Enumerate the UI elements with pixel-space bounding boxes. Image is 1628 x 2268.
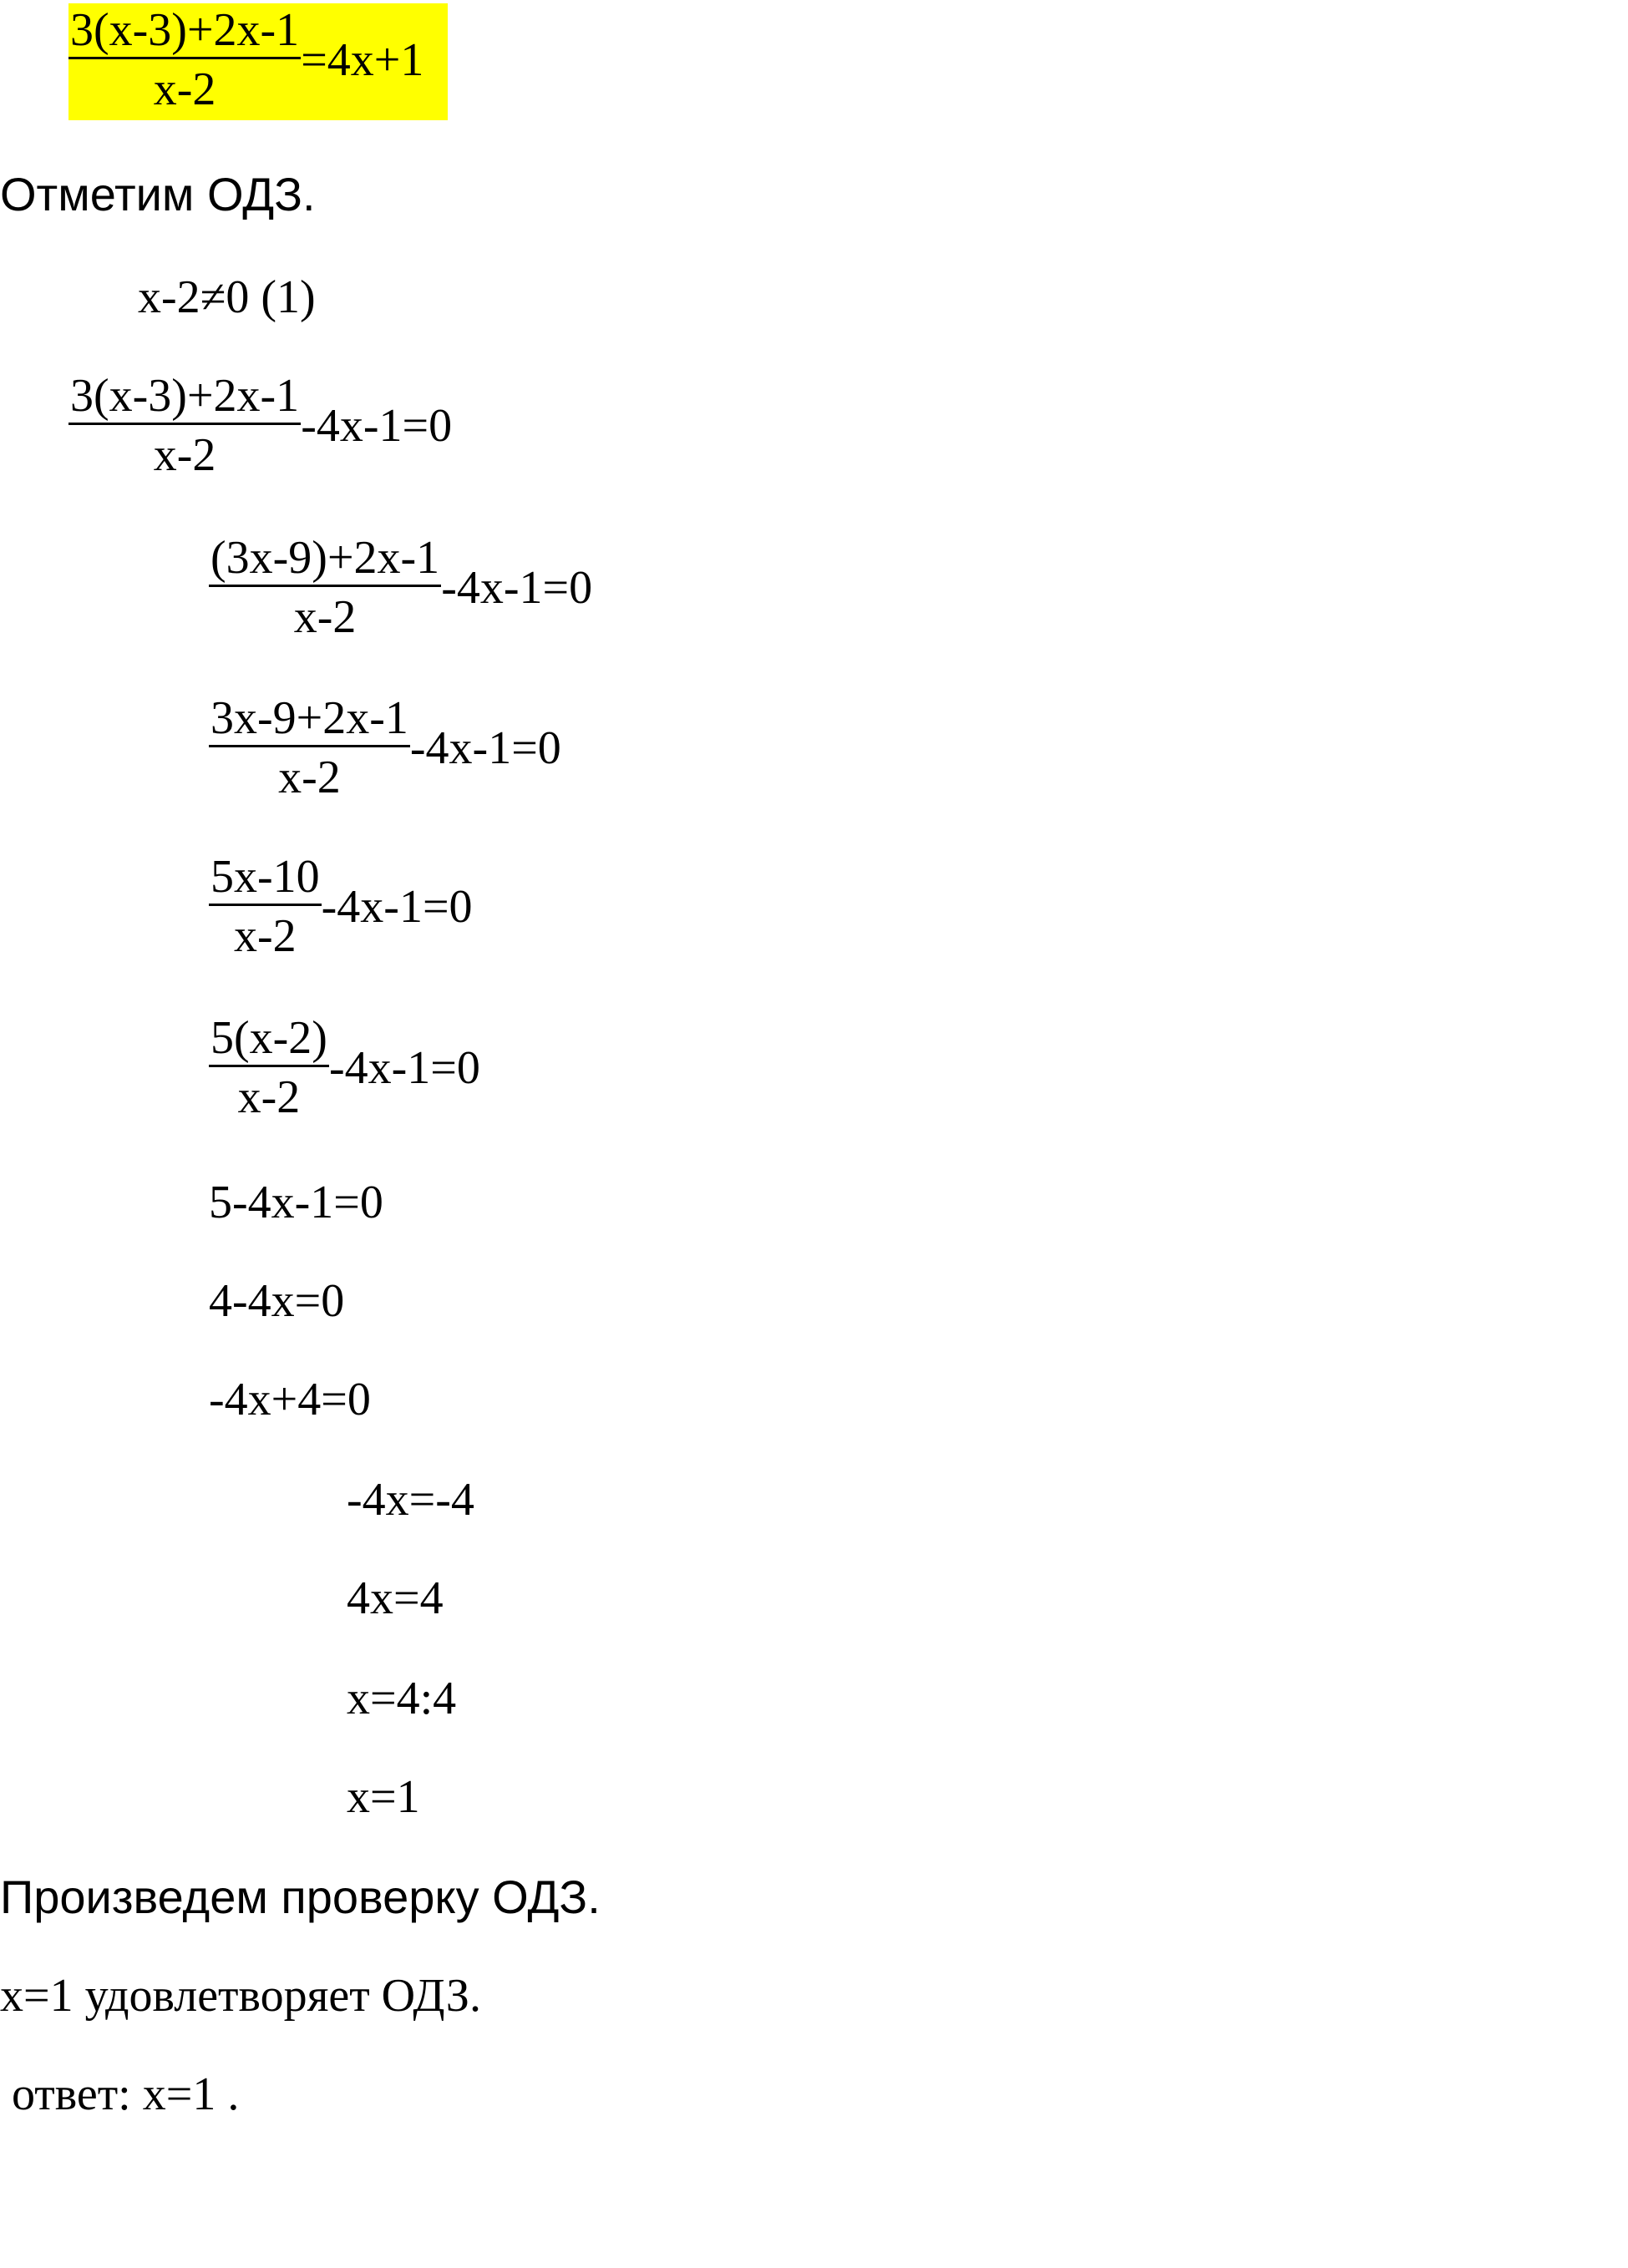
- header-equation: [68, 4, 424, 115]
- simple-step-4: -4x=-4: [347, 1474, 474, 1526]
- step-5-denominator: x-2: [237, 1071, 301, 1123]
- step-1-numerator: 3(x-3)+2x-1: [68, 372, 301, 425]
- answer: ответ: x=1 .: [12, 2068, 240, 2120]
- step-4-rhs: -4x-1=0: [321, 880, 473, 933]
- simple-step-5: 4x=4: [347, 1572, 444, 1624]
- simple-step-7: x=1: [347, 1771, 420, 1823]
- step-3: [209, 692, 561, 803]
- header-fraction: [68, 4, 301, 115]
- simple-step-6: x=4:4: [347, 1673, 457, 1724]
- step-4: [209, 851, 473, 962]
- step-3-fraction: [209, 692, 410, 803]
- step-2-denominator: x-2: [293, 591, 357, 643]
- step-1-denominator: x-2: [153, 429, 216, 481]
- step-4-denominator: x-2: [234, 910, 297, 962]
- simple-step-3: -4x+4=0: [209, 1374, 371, 1425]
- simple-step-1: 5-4x-1=0: [209, 1177, 383, 1228]
- step-3-denominator: x-2: [278, 752, 341, 803]
- step-5-numerator: 5(x-2): [209, 1015, 329, 1067]
- step-1-fraction: [68, 370, 301, 481]
- simple-step-2: 4-4x=0: [209, 1275, 345, 1327]
- step-3-numerator: 3x-9+2x-1: [209, 695, 410, 747]
- step-4-numerator: 5x-10: [209, 853, 322, 906]
- step-2-fraction: [209, 532, 441, 643]
- step-1: [68, 370, 453, 481]
- step-2: [209, 532, 593, 643]
- header-numerator: 3(x-3)+2x-1: [68, 7, 301, 59]
- check-heading: Произведем проверку ОДЗ.: [0, 1871, 601, 1923]
- header-denominator: x-2: [153, 63, 216, 115]
- step-5: [209, 1012, 480, 1123]
- odz-heading: Отметим ОДЗ.: [0, 168, 316, 220]
- step-3-rhs: -4x-1=0: [409, 721, 561, 774]
- odz-condition: x-2≠0 (1): [138, 271, 316, 323]
- check-result: x=1 удовлетворяет ОДЗ.: [0, 1970, 481, 2022]
- step-2-rhs: -4x-1=0: [441, 561, 593, 614]
- step-1-rhs: -4x-1=0: [301, 399, 453, 452]
- header-rhs: =4x+1: [301, 33, 424, 86]
- step-5-fraction: [209, 1012, 329, 1123]
- step-5-rhs: -4x-1=0: [328, 1041, 480, 1094]
- step-4-fraction: [209, 851, 322, 962]
- step-2-numerator: (3x-9)+2x-1: [209, 534, 441, 587]
